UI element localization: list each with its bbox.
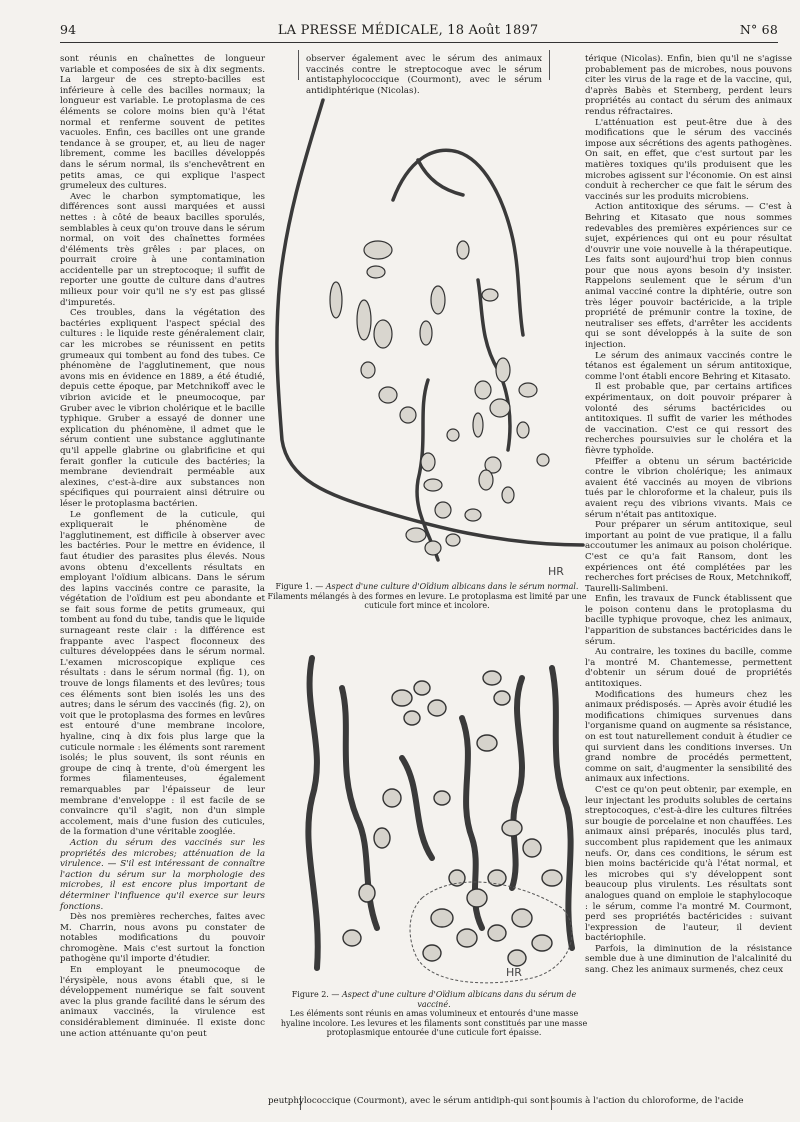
paragraph: C'est ce qu'on peut obtenir, par exemple, en leur injectant les produits solubles de certains streptocoques, c'est-à-dire les cultures filtrées sur bougie de porcelaine et non chauffées. Les animaux ainsi préparés, inoculés plus tard, succombent plus rapidement que les animaux neufs. Or, dans ces conditions, le sérum est bien moins bactéricide qu'à l'état normal, et les microbes qui s'y développent sont beaucoup plus virulents. Les résultats sont analogues quand on emploie le staphylocoque : le sérum, comme l'a montré M. Courmont, perd ses propriétés bactéricides : suivant l'expression de l'auteur, il devient bactériophile. [585,784,792,944]
figure-1-signature: HR [548,565,564,578]
paragraph: Pfeiffer a obtenu un sérum bactéricide contre le vibrion cholérique; les animaux avaient été vaccinés au moyen de vibrions tués par le chloroforme et la chaleur, puis ils avaient reçu des vibrions vivants. Mais ce sérum n'était pas antitoxique. [585,456,792,520]
column-right [585,54,792,1110]
bottom-line-middle: phylococcique (Courmont), avec le sérum antidiph- [287,1096,514,1106]
figure-1-caption-label: Figure 1. — [275,582,324,591]
paragraph: En employant le pneumocoque de l'érysipèle, nous avons établi que, si le développement numérique se fait souvent avec la plus grande facilité dans le sérum des animaux vaccinés, la virulence est considérablement diminuée. Il existe donc une action atténuante qu'on peut [60,965,265,1039]
paragraph: L'atténuation est peut-être due à des modifications que le sérum des vaccinés impose aux sécrétions des agents pathogènes. On sait, en effet, que c'est surtout par les matières toxiques qu'ils produisent que les microbes agissent sur l'économie. On est ainsi conduit à rechercher ce que fait le sérum des vaccinés sur les produits microbiens. [585,117,792,202]
figure-1-caption-body: Filaments mélangés à des formes en levure. Le protoplasma est limité par une cuticule fort mince et incolore. [267,591,587,611]
paragraph: Le gonflement de la cuticule, qui expliquerait le phénomène de l'agglutinement, est difficile à observer avec les bactéries. Pour le mettre en évidence, il faut étudier des parasites plus élevés. Nous avons obtenu d'excellents résultats en employant l'oïdium albicans. Dans le sérum des lapins vaccinés contre ce parasite, la végétation de l'oïdium est peu abondante et se fait sous forme de petits grumeaux, qui tombent au fond du tube, tandis que le liquide surnageant reste clair : la différence est frappante avec l'aspect floconneux des cultures développées dans le sérum normal. L'examen microscopique explique ces résultats : dans le sérum normal (fig. 1), on trouve de longs filaments et des levûres; tous ces éléments sont bien isolés les uns des autres; dans le sérum des vaccinés (fig. 2), on voit que le protoplasma des formes en levûres est entouré d'une membrane incolore, hyaline, cinq à dix fois plus large que la cuticule normale : les éléments sont rarement isolés; le plus souvent, ils sont réunis en groupe de cinq à trente, d'où émergent les formes filamenteuses, également remarquables par l'épaisseur de leur membrane d'enveloppe : il est facile de se convaincre qu'il s'agit, non d'un simple accolement, mais d'une fusion des cuticules, de la formation d'une véritable zooglée. [60,509,265,838]
bottom-line-right: qui sont soumis à l'action du chloroforme, de l'acide [513,1096,744,1106]
figure-2-illustration [282,648,587,988]
paragraph: Il est probable que, par certains artifices expérimentaux, on doit pouvoir préparer à volonté des sérums bactéricides ou antitoxiques. Il suffit de varier les méthodes de vaccination. C'est ce qui ressort des recherches poursuivies sur le choléra et la fièvre typhoïde. [585,382,792,456]
section-paragraph: Modifications des humeurs chez les animaux prédisposés. — Après avoir étudié les modifications chimiques survenues dans l'organisme quand on augmente sa résistance, on est tout naturellement conduit à étudier ce qui survient dans les conditions inverses. Un grand nombre de procédés permettent, comme on sait, d'augmenter la sensibilité des animaux aux infections. [585,689,792,785]
figure-1-caption [262,582,592,611]
journal-title: LA PRESSE MÉDICALE, 18 Août 1897 [277,23,539,38]
figure-1-caption-title: Aspect d'une culture d'Oïdium albicans dans le sérum normal. [325,582,579,591]
paragraph: Enfin, les travaux de Funck établissent que le poison contenu dans le protoplasma du bacille typhique provoque, chez les animaux, l'apparition de substances bactéricides dans le sérum. [585,594,792,647]
column-left [60,54,265,1110]
figure-2-caption-label: Figure 2. — [291,990,340,999]
figure-2-caption-body: Les éléments sont réunis en amas volumineux et entourés d'une masse hyaline incolore. Les levures et les filaments sont constitués par une masse protoplasmique entourée d'une cuticule fort épaisse. [280,1009,588,1038]
column-rule-right [549,50,550,80]
page-number: 94 [60,22,77,37]
figure-1-illustration [268,90,593,590]
section-paragraph: Action du sérum des vaccinés sur les propriétés des microbes; atténuation de la virulence. — S'il est intéressant de connaître l'action du sérum sur la morphologie des microbes, il est encore plus important de déterminer l'influence qu'il exerce sur leurs fonctions. [60,837,265,912]
column-middle-bottom [268,1096,744,1110]
paragraph: Pour préparer un sérum antitoxique, seul important au point de vue pratique, il a fallu accoutumer les animaux au poison cholérique. C'est ce qu'a fait Ransom, dont les expériences ont été complétées par les recherches fort précises de Roux, Metchnikoff, Taurelli-Salimbeni. [585,520,792,594]
paragraph: observer également avec le sérum des animaux vaccinés contre le streptocoque avec le sérum antistaphylococcique (Courmont), avec le sérum antidiphtérique (Nicolas). [306,54,542,96]
figure-2-signature: HR [506,966,522,979]
paragraph: Le sérum des animaux vaccinés contre le tétanos est également un sérum antitoxique, comme l'ont établi encore Behring et Kitasato. [585,350,792,382]
issue-number: N° 68 [739,22,778,37]
figure-2-caption-title: Aspect d'une culture d'Oïdium albicans dans du sérum de vacciné. [341,990,577,1009]
page-header [60,22,778,43]
paragraph: Au contraire, les toxines du bacille, comme l'a montré M. Chantemesse, permettent d'obtenir un sérum doué de propriétés antitoxiques. [585,647,792,690]
paragraph: Parfois, la diminution de la résistance semble due à une diminution de l'alcalinité du sang. Chez les animaux surmenés, chez ceux [585,943,792,976]
paragraph: térique (Nicolas). Enfin, bien qu'il ne s'agisse probablement pas de microbes, nous pouvons citer les virus de la rage et de la vaccine, qui, d'après Babès et Sternberg, perdent leurs propriétés au contact du sérum des animaux rendus réfractaires. [585,54,792,117]
section-paragraph: Action antitoxique des sérums. — C'est à Behring et Kitasato que nous sommes redevables des premières expériences sur ce sujet, expériences qui ont eu pour résultat d'ouvrir une voie nouvelle à la thérapeutique. Les faits sont aujourd'hui trop bien connus pour que nous ayons besoin d'y insister. Rappelons seulement que le sérum d'un animal vacciné contre la diphtérie, outre son très léger pouvoir bactéricide, a la triple propriété de prémunir contre la toxine, de neutraliser ses effets, d'arrêter les accidents qui se sont développés à la suite de son injection. [585,202,792,351]
paragraph: sont réunis en chaînettes de longueur variable et composées de six à dix segments. La largeur de ces strepto-bacilles est inférieure à celle des bacilles normaux; la longueur est variable. Le protoplasma de ces éléments se colore moins bien qu'à l'état normal et renferme souvent de petites vacuoles. Enfin, ces bacilles ont une grande tendance à se grouper, et, au lieu de nager librement, comme les bacilles développés dans le sérum normal, ils s'enchevêtrent en petits amas, ce qui explique l'aspect grumeleux des cultures. [60,54,265,192]
column-rule-left [298,50,299,80]
figure-2-caption [275,990,593,1038]
column-middle-top [306,54,542,96]
paragraph: Avec le charbon symptomatique, les différences sont aussi marquées et aussi nettes : à côté de beaux bacilles sporulés, semblables à ceux qu'on trouve dans le sérum normal, on voit des chaînettes formées d'éléments très grêles : par places, on pourrait croire à une contamination accidentelle par un streptocoque; il suffit de reporter une goutte de culture dans d'autres milieux pour voir qu'il ne s'y est pas glissé d'impuretés. [60,191,265,308]
paragraph: Ces troubles, dans la végétation des bactéries expliquent l'aspect spécial des cultures : le liquide reste généralement clair, car les microbes se réunissent en petits grumeaux qui tombent au fond des tubes. Ce phénomène de l'agglutinement, que nous avons mis en évidence en 1889, a été étudié, depuis cette époque, par Metchnikoff avec le vibrion avicide et le pneumocoque, par Gruber avec le vibrion cholérique et le bacille typhique. Gruber a essayé de donner une explication du phénomène, il admet que le sérum contient une substance agglutinante qu'il appelle glabrine ou glabrificine et qui ferait gonfler la cuticule des bactéries; la membrane deviendrait perméable aux alexines, c'est-à-dire aux substances non spécifiques qui pourraient ainsi détruire ou léser le protoplasma bactérien. [60,308,265,509]
paragraph: Dès nos premières recherches, faites avec M. Charrin, nous avons pu constater de notables modifications du pouvoir chromogène. Mais c'est surtout la fonction pathogène qu'il importe d'étudier. [60,912,265,965]
bottom-line-left: peut [268,1096,288,1106]
